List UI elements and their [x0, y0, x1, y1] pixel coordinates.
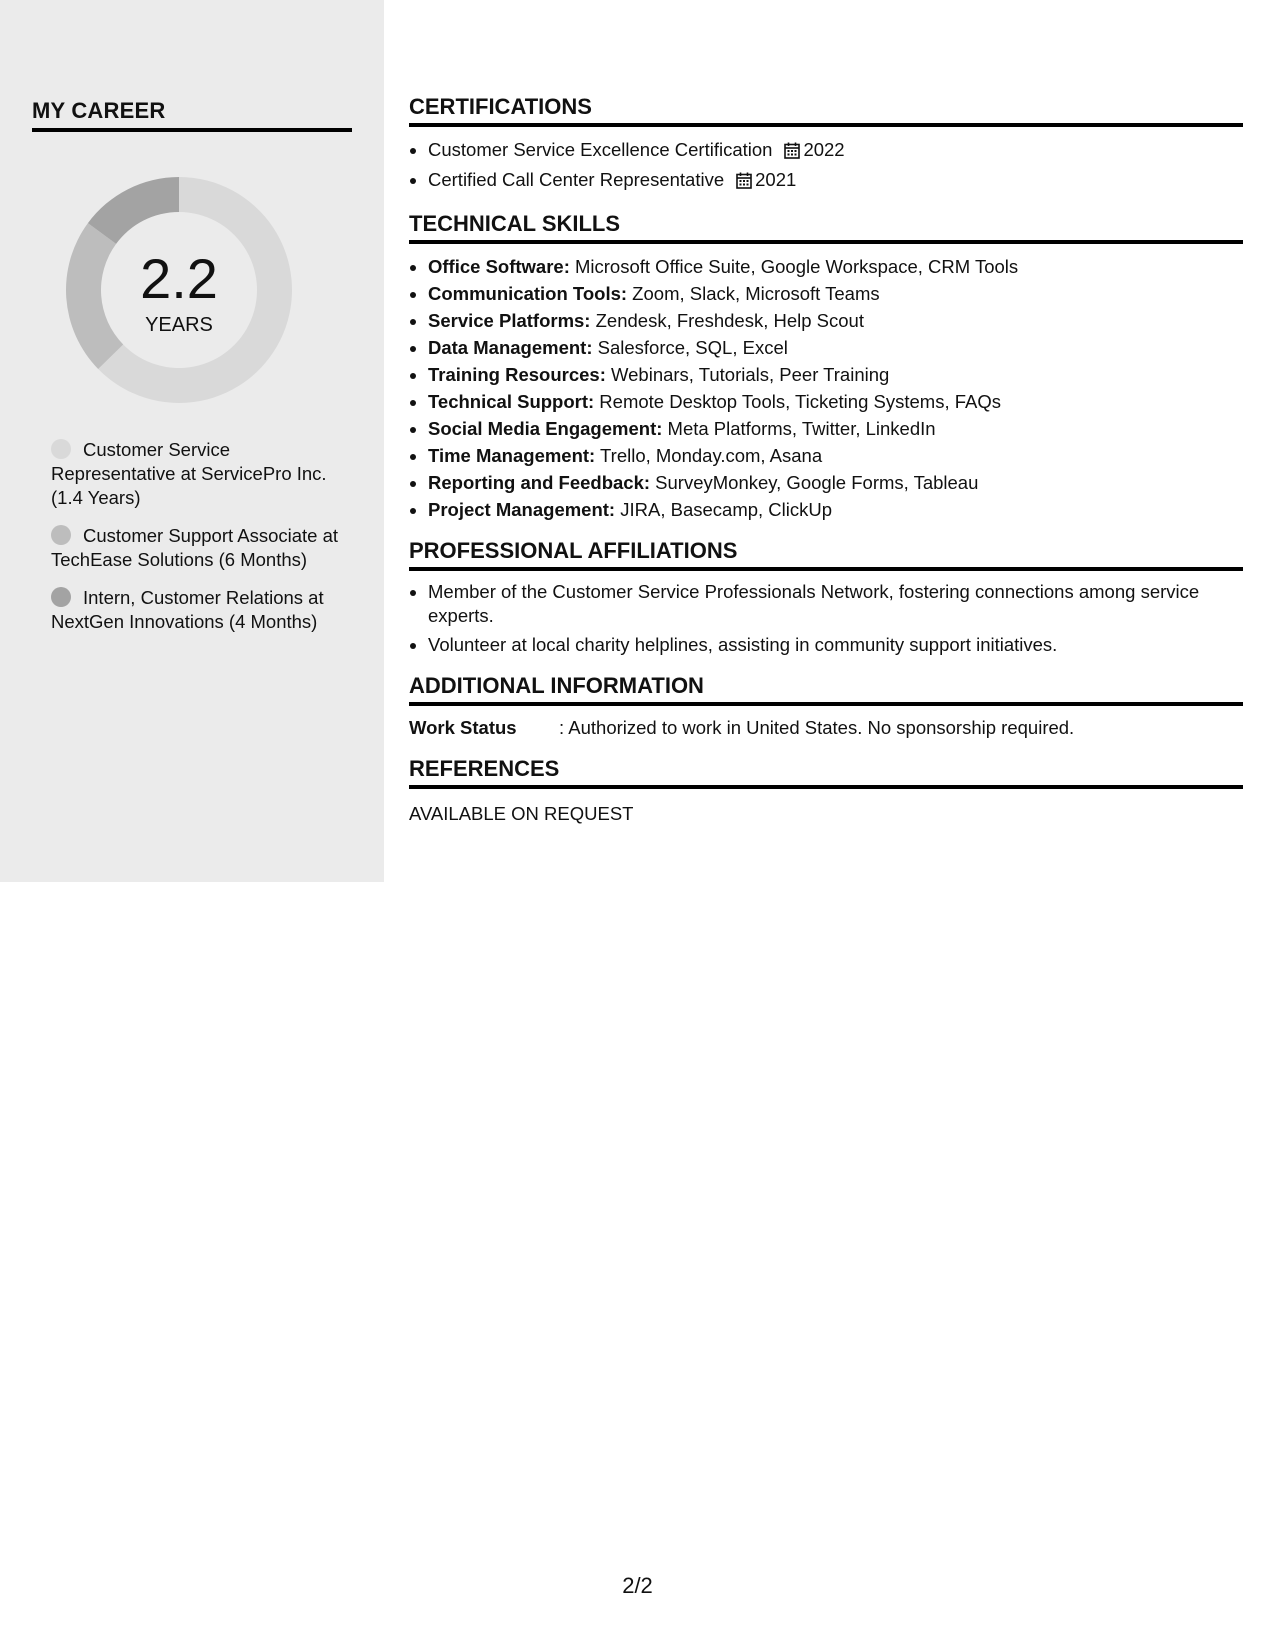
total-years-label: YEARS	[145, 314, 213, 336]
skill-value: Meta Platforms, Twitter, LinkedIn	[662, 418, 936, 439]
list-item	[428, 253, 1243, 280]
additional-info-section	[409, 673, 1243, 741]
skill-value: Webinars, Tutorials, Peer Training	[605, 364, 890, 385]
skill-label: Office Software:	[428, 256, 570, 277]
legend-item	[51, 586, 341, 634]
skill-value: Trello, Monday.com, Asana	[595, 445, 823, 466]
calendar-icon	[736, 169, 752, 196]
certification-name: Customer Service Excellence Certification	[428, 139, 773, 160]
list-item	[428, 442, 1243, 469]
legend-dot	[51, 525, 71, 545]
skill-label: Training Resources:	[428, 364, 606, 385]
technical-skills-section	[409, 211, 1243, 523]
list-item	[428, 469, 1243, 496]
section-title: PROFESSIONAL AFFILIATIONS	[409, 538, 1243, 571]
list-item: • Volunteer at local charity helplines, assisting in community support initiatives.	[428, 631, 1243, 658]
main-content	[409, 94, 1243, 842]
affiliations-list	[409, 580, 1243, 658]
skill-value: Zoom, Slack, Microsoft Teams	[627, 283, 880, 304]
sidebar	[0, 0, 384, 882]
skill-label: Time Management:	[428, 445, 596, 466]
certification-year: 2022	[803, 139, 845, 160]
list-item	[428, 361, 1243, 388]
work-status-label: Work Status	[409, 717, 517, 738]
skill-label: Technical Support:	[428, 391, 595, 412]
certification-name: Certified Call Center Representative	[428, 169, 725, 190]
skill-value: SurveyMonkey, Google Forms, Tableau	[650, 472, 979, 493]
list-item	[428, 388, 1243, 415]
section-title: CERTIFICATIONS	[409, 94, 1243, 127]
references-text: AVAILABLE ON REQUEST	[409, 803, 634, 824]
work-status-row	[409, 715, 1243, 741]
legend-dot	[51, 439, 71, 459]
career-legend	[51, 438, 341, 648]
list-item	[428, 280, 1243, 307]
work-status-value: : Authorized to work in United States. No sponsorship required.	[559, 717, 1075, 738]
legend-label: Intern, Customer Relations at NextGen Innovations (4 Months)	[51, 587, 324, 632]
skill-label: Social Media Engagement:	[428, 418, 663, 439]
affiliations-section	[409, 538, 1243, 658]
certifications-section	[409, 94, 1243, 196]
skill-label: Data Management:	[428, 337, 593, 358]
total-years-value: 2.2	[140, 247, 218, 310]
skill-value: Remote Desktop Tools, Ticketing Systems, FAQs	[594, 391, 1001, 412]
list-item	[428, 166, 1243, 196]
list-item	[428, 136, 1243, 166]
skill-value: JIRA, Basecamp, ClickUp	[615, 499, 833, 520]
certifications-list	[409, 136, 1243, 196]
skill-label: Project Management:	[428, 499, 616, 520]
career-section-title: MY CAREER	[32, 98, 352, 132]
references-section	[409, 756, 1243, 827]
section-title: REFERENCES	[409, 756, 1243, 789]
skill-value: Zendesk, Freshdesk, Help Scout	[590, 310, 864, 331]
skills-list	[409, 253, 1243, 523]
list-item: • Member of the Customer Service Professionals Network, fostering connections among service experts.	[428, 580, 1243, 628]
legend-item	[51, 438, 341, 510]
career-donut-chart	[66, 177, 292, 403]
legend-item	[51, 524, 341, 572]
calendar-icon	[784, 139, 800, 166]
skill-label: Communication Tools:	[428, 283, 628, 304]
section-title: ADDITIONAL INFORMATION	[409, 673, 1243, 706]
skill-value: Microsoft Office Suite, Google Workspace, CRM Tools	[569, 256, 1019, 277]
skill-value: Salesforce, SQL, Excel	[592, 337, 788, 358]
page-number: 2/2	[622, 1573, 653, 1598]
legend-dot	[51, 587, 71, 607]
list-item	[428, 334, 1243, 361]
certification-year: 2021	[755, 169, 797, 190]
legend-label: Customer Service Representative at ServicePro Inc. (1.4 Years)	[51, 439, 327, 508]
list-item	[428, 415, 1243, 442]
legend-label: Customer Support Associate at TechEase Solutions (6 Months)	[51, 525, 339, 570]
skill-label: Service Platforms:	[428, 310, 591, 331]
list-item	[428, 307, 1243, 334]
section-title: TECHNICAL SKILLS	[409, 211, 1243, 244]
skill-label: Reporting and Feedback:	[428, 472, 651, 493]
list-item	[428, 496, 1243, 523]
